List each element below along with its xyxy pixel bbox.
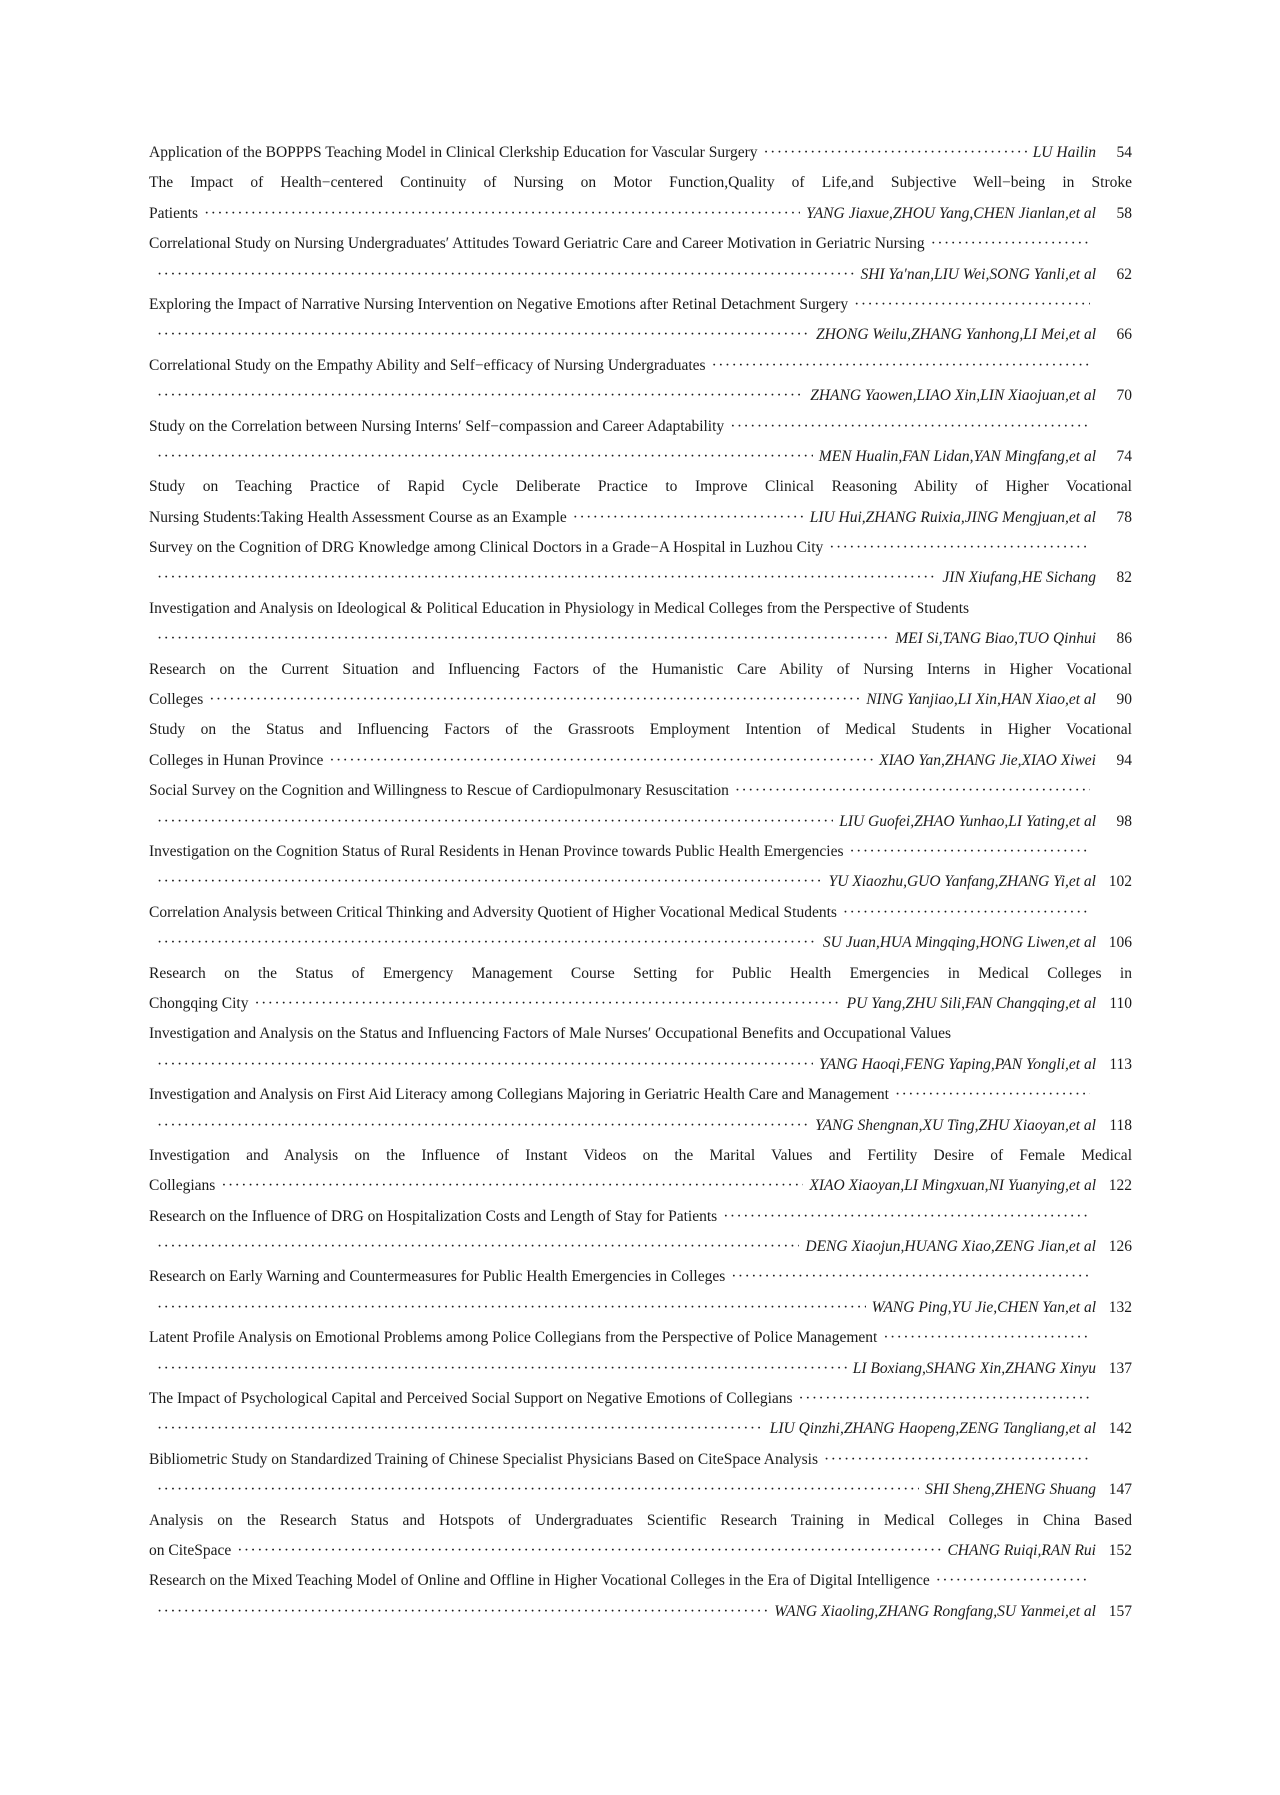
dot-leader <box>573 503 804 533</box>
entry-page-number: 62 <box>1116 265 1132 283</box>
entry-title-text: The Impact of Psychological Capital and Perceived Social Support on Negative Emotions of Collegians <box>149 1390 793 1408</box>
toc-entry <box>149 1506 1132 1567</box>
entry-page-number: 66 <box>1116 326 1132 344</box>
dot-leader <box>895 1080 1090 1110</box>
toc-entry <box>149 1445 1132 1506</box>
dot-leader <box>723 1202 1090 1232</box>
entry-title-text: Collegians <box>149 1177 216 1195</box>
dot-leader <box>157 1414 764 1444</box>
entry-title-text: Social Survey on the Cognition and Willingness to Rescue of Cardiopulmonary Resuscitation <box>149 782 729 800</box>
dot-leader <box>824 1445 1090 1475</box>
entry-authors: CHANG Ruiqi,RAN Rui <box>947 1541 1096 1559</box>
entry-title-text: Study on the Correlation between Nursing Interns′ Self−compassion and Career Adaptability <box>149 417 725 435</box>
dot-leader <box>735 776 1090 806</box>
toc-entry <box>149 1202 1132 1263</box>
entry-authors: SHI Ya′nan,LIU Wei,SONG Yanli,et al <box>860 265 1096 283</box>
entry-authors: LU Hailin <box>1032 144 1096 161</box>
entry-author-line <box>149 1293 1132 1323</box>
entry-title-line: Study on Teaching Practice of Rapid Cycle Deliberate Practice to Improve Clinical Reasoning Ability of Higher Vocational <box>149 478 1132 496</box>
entry-title-line <box>149 229 1132 259</box>
toc-entry <box>149 1384 1132 1445</box>
entry-title-text: Patients <box>149 204 199 222</box>
entry-author-line <box>149 381 1132 411</box>
toc-entry <box>149 959 1132 1020</box>
entry-authors: MEI Si,TANG Biao,TUO Qinhui <box>895 630 1096 648</box>
entry-author-line <box>149 1475 1132 1505</box>
entry-title-text: on CiteSpace <box>149 1541 232 1559</box>
toc-entry <box>149 1019 1132 1080</box>
entry-title-text: Chongqing City <box>149 994 249 1012</box>
dot-leader <box>204 199 800 229</box>
entry-authors: PU Yang,ZHU Sili,FAN Changqing,et al <box>846 994 1096 1012</box>
toc-entry <box>149 229 1132 290</box>
entry-title-text: Correlation Analysis between Critical Thinking and Adversity Quotient of Higher Vocational Medical Students <box>149 903 837 921</box>
entry-page-number: 126 <box>1108 1238 1132 1256</box>
entry-title-text: Colleges in Hunan Province <box>149 751 324 769</box>
entry-page-number: 132 <box>1108 1298 1132 1316</box>
entry-author-line <box>149 1050 1132 1080</box>
dot-leader <box>764 138 1027 168</box>
entry-title-text: Investigation on the Cognition Status of Rural Residents in Henan Province towards Public Health Emergencies <box>149 842 844 860</box>
toc-entry <box>149 1141 1132 1202</box>
dot-leader <box>157 807 833 837</box>
entry-page-number: 142 <box>1108 1420 1132 1438</box>
entry-authors: ZHONG Weilu,ZHANG Yanhong,LI Mei,et al <box>815 326 1096 344</box>
entry-title-text: Bibliometric Study on Standardized Training of Chinese Specialist Physicians Based on CiteSpace Analysis <box>149 1450 819 1468</box>
entry-title-text: Latent Profile Analysis on Emotional Problems among Police Collegians from the Perspective of Police Management <box>149 1329 878 1347</box>
entry-title-text: Correlational Study on the Empathy Ability and Self−efficacy of Nursing Undergraduates <box>149 356 706 374</box>
entry-title-text: Colleges <box>149 691 204 709</box>
toc-entry <box>149 168 1132 229</box>
entry-title-line <box>149 1566 1132 1596</box>
entry-author-line <box>149 1111 1132 1141</box>
dot-leader <box>936 1566 1090 1596</box>
entry-title-line: Research on the Status of Emergency Management Course Setting for Public Health Emergencies in Medical Colleges in <box>149 964 1132 982</box>
entry-authors: DENG Xiaojun,HUANG Xiao,ZENG Jian,et al <box>805 1238 1096 1256</box>
entry-page-number: 147 <box>1108 1481 1132 1499</box>
entry-title-line <box>149 351 1132 381</box>
dot-leader <box>157 1111 809 1141</box>
dot-leader <box>883 1323 1090 1353</box>
entry-authors: YU Xiaozhu,GUO Yanfang,ZHANG Yi,et al <box>828 873 1096 891</box>
entry-author-line <box>149 260 1132 290</box>
entry-authors: WANG Ping,YU Jie,CHEN Yan,et al <box>871 1298 1096 1316</box>
dot-leader <box>854 290 1090 320</box>
toc-entry <box>149 1080 1132 1141</box>
entry-page-number: 86 <box>1116 630 1132 648</box>
entry-author-line <box>149 1354 1132 1384</box>
dot-leader <box>157 1475 919 1505</box>
entry-title-text: Investigation and Analysis on First Aid Literacy among Collegians Majoring in Geriatric Health Care and Management <box>149 1086 889 1104</box>
entry-title-line <box>149 989 1132 1019</box>
entry-title-line <box>149 1262 1132 1292</box>
dot-leader <box>157 1293 866 1323</box>
dot-leader <box>157 381 804 411</box>
dot-leader <box>829 533 1090 563</box>
dot-leader <box>157 320 810 350</box>
entry-title-line <box>149 685 1132 715</box>
toc-entry <box>149 412 1132 473</box>
entry-page-number: 113 <box>1109 1055 1132 1073</box>
entry-authors: ZHANG Yaowen,LIAO Xin,LIN Xiaojuan,et al <box>810 387 1096 405</box>
entry-page-number: 70 <box>1116 387 1132 405</box>
dot-leader <box>931 229 1090 259</box>
entry-page-number: 90 <box>1116 691 1132 709</box>
entry-title-line <box>149 199 1132 229</box>
toc-entry <box>149 351 1132 412</box>
entry-title-line: Investigation and Analysis on the Status and Influencing Factors of Male Nurses′ Occupational Benefits and Occupational Values <box>149 1025 952 1043</box>
entry-title-line <box>149 1323 1132 1353</box>
entry-title-line <box>149 138 1132 168</box>
entry-title-line: Research on the Current Situation and Influencing Factors of the Humanistic Care Ability of Nursing Interns in Higher Vocational <box>149 660 1132 678</box>
toc-entry <box>149 1262 1132 1323</box>
entry-title-line <box>149 746 1132 776</box>
table-of-contents <box>149 138 1132 1627</box>
dot-leader <box>157 1354 847 1384</box>
entry-authors: XIAO Xiaoyan,LI Mingxuan,NI Yuanying,et al <box>809 1177 1096 1195</box>
dot-leader <box>157 260 855 290</box>
dot-leader <box>850 837 1090 867</box>
entry-author-line <box>149 320 1132 350</box>
entry-title-line <box>149 776 1132 806</box>
entry-page-number: 54 <box>1116 144 1132 161</box>
entry-title-line <box>149 412 1132 442</box>
toc-entry <box>149 837 1132 898</box>
dot-leader <box>237 1536 941 1566</box>
dot-leader <box>157 928 817 958</box>
dot-leader <box>157 1597 768 1627</box>
entry-title-line <box>149 503 1132 533</box>
entry-page-number: 122 <box>1108 1177 1132 1195</box>
dot-leader <box>221 1171 803 1201</box>
entry-page-number: 137 <box>1108 1359 1132 1377</box>
dot-leader <box>843 898 1090 928</box>
entry-authors: WANG Xiaoling,ZHANG Rongfang,SU Yanmei,et al <box>774 1602 1096 1620</box>
entry-authors: YANG Jiaxue,ZHOU Yang,CHEN Jianlan,et al <box>806 204 1096 222</box>
dot-leader <box>329 746 873 776</box>
entry-authors: LI Boxiang,SHANG Xin,ZHANG Xinyu <box>852 1359 1096 1377</box>
entry-title-line <box>149 533 1132 563</box>
dot-leader <box>157 1232 799 1262</box>
entry-page-number: 74 <box>1116 447 1132 465</box>
entry-title-text: Exploring the Impact of Narrative Nursing Intervention on Negative Emotions after Retinal Detachment Surgery <box>149 295 849 313</box>
entry-page-number: 106 <box>1108 934 1132 952</box>
dot-leader <box>157 1050 813 1080</box>
toc-entry <box>149 776 1132 837</box>
toc-entry <box>149 594 1132 655</box>
toc-entry <box>149 533 1132 594</box>
entry-author-line <box>149 1414 1132 1444</box>
entry-title-line: Investigation and Analysis on the Influence of Instant Videos on the Marital Values and Fertility Desire of Female Medical <box>149 1146 1132 1164</box>
dot-leader <box>157 624 889 654</box>
entry-title-text: Research on Early Warning and Countermeasures for Public Health Emergencies in Colleges <box>149 1268 726 1286</box>
dot-leader <box>254 989 840 1019</box>
entry-page-number: 102 <box>1108 873 1132 891</box>
entry-title-line <box>149 1080 1132 1110</box>
entry-page-number: 110 <box>1109 994 1132 1012</box>
entry-authors: JIN Xiufang,HE Sichang <box>942 569 1096 587</box>
entry-author-line <box>149 563 1132 593</box>
entry-title-text: Nursing Students:Taking Health Assessment Course as an Example <box>149 508 567 526</box>
entry-page-number: 98 <box>1116 812 1132 830</box>
entry-author-line <box>149 1232 1132 1262</box>
entry-author-line <box>149 624 1132 654</box>
entry-authors: YANG Haoqi,FENG Yaping,PAN Yongli,et al <box>819 1055 1096 1073</box>
entry-page-number: 152 <box>1108 1541 1132 1559</box>
dot-leader <box>730 412 1090 442</box>
entry-authors: MEN Hualin,FAN Lidan,YAN Mingfang,et al <box>818 447 1096 465</box>
entry-authors: YANG Shengnan,XU Ting,ZHU Xiaoyan,et al <box>815 1116 1096 1134</box>
entry-title-line <box>149 898 1132 928</box>
entry-page-number: 78 <box>1116 508 1132 526</box>
entry-title-line <box>149 1384 1132 1414</box>
entry-page-number: 94 <box>1116 751 1132 769</box>
entry-title-line <box>149 1536 1132 1566</box>
entry-author-line <box>149 867 1132 897</box>
entry-page-number: 82 <box>1116 569 1132 587</box>
entry-title-line: Investigation and Analysis on Ideological & Political Education in Physiology in Medical Colleges from the Perspective of Students <box>149 599 970 617</box>
entry-title-line: Study on the Status and Influencing Factors of the Grassroots Employment Intention of Medical Students in Higher Vocational <box>149 721 1132 739</box>
toc-entry <box>149 1323 1132 1384</box>
entry-page-number: 157 <box>1108 1602 1132 1620</box>
entry-title-line: The Impact of Health−centered Continuity of Nursing on Motor Function,Quality of Life,and Subjective Well−being in Stroke <box>149 174 1132 192</box>
entry-authors: LIU Hui,ZHANG Ruixia,JING Mengjuan,et al <box>809 508 1096 526</box>
entry-authors: SHI Sheng,ZHENG Shuang <box>925 1481 1096 1499</box>
entry-page-number: 58 <box>1116 204 1132 222</box>
toc-entry <box>149 715 1132 776</box>
entry-title-line <box>149 1445 1132 1475</box>
entry-title-line <box>149 1202 1132 1232</box>
entry-page-number: 118 <box>1109 1116 1132 1134</box>
toc-entry <box>149 290 1132 351</box>
entry-title-text: Research on the Influence of DRG on Hospitalization Costs and Length of Stay for Patients <box>149 1207 718 1225</box>
entry-authors: XIAO Yan,ZHANG Jie,XIAO Xiwei <box>879 751 1096 769</box>
entry-authors: SU Juan,HUA Mingqing,HONG Liwen,et al <box>822 934 1096 952</box>
toc-entry <box>149 655 1132 716</box>
dot-leader <box>157 867 823 897</box>
entry-authors: LIU Qinzhi,ZHANG Haopeng,ZENG Tangliang,et al <box>769 1420 1096 1438</box>
entry-authors: NING Yanjiao,LI Xin,HAN Xiao,et al <box>866 691 1096 709</box>
dot-leader <box>157 442 813 472</box>
dot-leader <box>799 1384 1090 1414</box>
entry-authors: LIU Guofei,ZHAO Yunhao,LI Yating,et al <box>839 812 1096 830</box>
dot-leader <box>157 563 936 593</box>
entry-title-text: Research on the Mixed Teaching Model of Online and Offline in Higher Vocational Colleges in the Era of Digital Intelligence <box>149 1572 930 1590</box>
toc-entry <box>149 898 1132 959</box>
toc-entry <box>149 472 1132 533</box>
entry-author-line <box>149 928 1132 958</box>
entry-author-line <box>149 442 1132 472</box>
dot-leader <box>731 1262 1090 1292</box>
entry-title-text: Survey on the Cognition of DRG Knowledge among Clinical Doctors in a Grade−A Hospital in Luzhou City <box>149 539 824 557</box>
entry-author-line <box>149 807 1132 837</box>
toc-entry <box>149 1566 1132 1627</box>
dot-leader <box>209 685 860 715</box>
entry-title-text: Correlational Study on Nursing Undergraduates′ Attitudes Toward Geriatric Care and Career Motivation in Geriatric Nursing <box>149 235 925 253</box>
entry-title-line <box>149 837 1132 867</box>
entry-title-line: Analysis on the Research Status and Hotspots of Undergraduates Scientific Research Training in Medical Colleges in China Based <box>149 1511 1132 1529</box>
toc-entry <box>149 138 1132 168</box>
entry-title-line <box>149 1171 1132 1201</box>
entry-title-line <box>149 290 1132 320</box>
entry-author-line <box>149 1597 1132 1627</box>
dot-leader <box>712 351 1090 381</box>
entry-title-text: Application of the BOPPPS Teaching Model in Clinical Clerkship Education for Vascular Surgery <box>149 144 758 161</box>
